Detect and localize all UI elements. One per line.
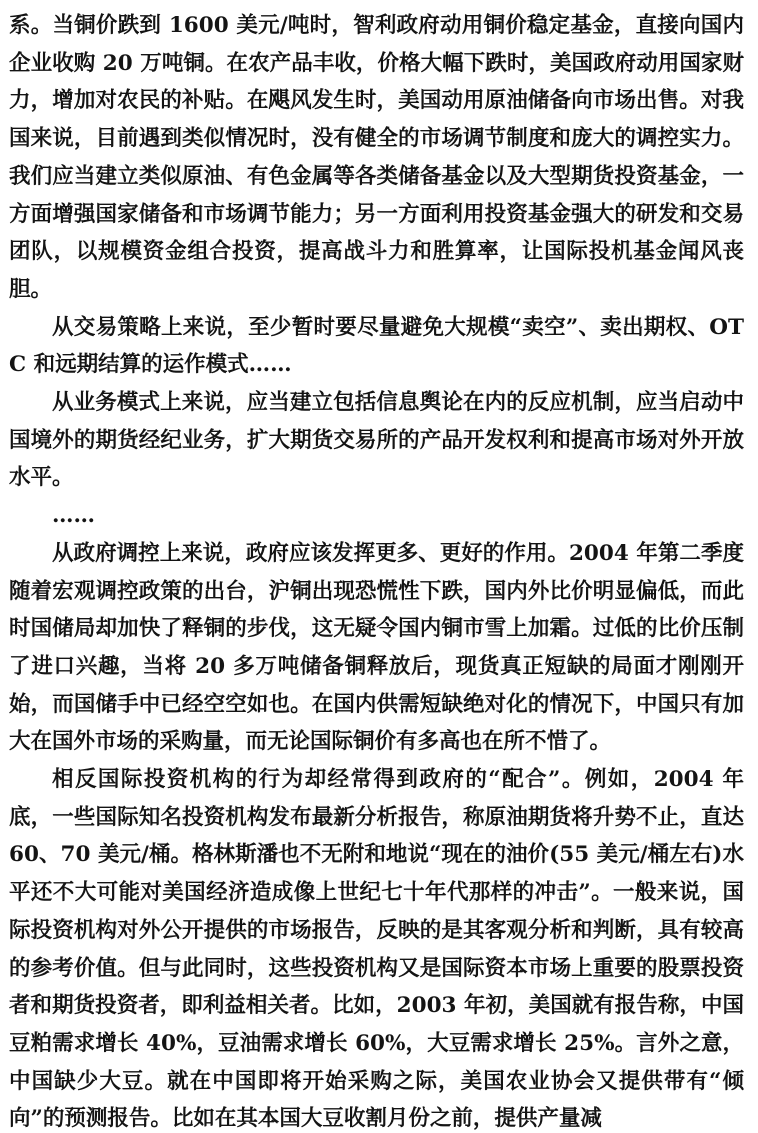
paragraph: 相反国际投资机构的行为却经常得到政府的“配合”。例如，2004 年底，一些国际知名投资机构发布最新分析报告，称原油期货将升势不止，直达 60、70 美元/桶。格林斯潘也不无附和地说“现在的油价(55 美元/桶左右)水平还不大可能对美国经济造成像上世纪七十年代那样的冲击”。一般来说，国际投资机构对外公开提供的市场报告，反映的是其客观分析和判断，具有较高的参考价值。但与此同时，这些投资机构又是国际资本市场上重要的股票投资者和期货投资者，即利益相关者。比如，2003 年初，美国就有报告称，中国豆粕需求增长 40%，豆油需求增长 60%，大豆需求增长 25%。言外之意，中国缺少大豆。就在中国即将开始采购之际，美国农业协会又提供带有“倾向”的预测报告。比如在其本国大豆收割月份之前，提供产量减 (9, 767, 744, 1132)
paragraph: 从业务模式上来说，应当建立包括信息舆论在内的反应机制，应当启动中国境外的期货经纪业务，扩大期货交易所的产品开发权利和提高市场对外开放水平。 (9, 390, 744, 491)
paragraph: 从交易策略上来说，至少暂时要尽量避免大规模“卖空”、卖出期权、OTC 和远期结算的运作模式…… (9, 314, 744, 378)
paragraph: 从政府调控上来说，政府应该发挥更多、更好的作用。2004 年第二季度随着宏观调控政策的出台，沪铜出现恐慌性下跌，国内外比价明显偏低，而此时国储局却加快了释铜的步伐，这无疑令国内铜市雪上加霜。过低的比价压制了进口兴趣，当将 20 多万吨储备铜释放后，现货真正短缺的局面才刚刚开始，而国储手中已经空空如也。在国内供需短缺绝对化的情况下，中国只有加大在国外市场的采购量，而无论国际铜价有多高也在所不惜了。 (9, 540, 744, 755)
paragraph: 系。当铜价跌到 1600 美元/吨时，智利政府动用铜价稳定基金，直接向国内企业收购 20 万吨铜。在农产品丰收，价格大幅下跌时，美国政府动用国家财力，增加对农民的补贴。在飓风发生时，美国动用原油储备向市场出售。对我国来说，目前遇到类似情况时，没有健全的市场调节制度和庞大的调控实力。我们应当建立类似原油、有色金属等各类储备基金以及大型期货投资基金，一方面增强国家储备和市场调节能力；另一方面利用投资基金强大的研发和交易团队，以规模资金组合投资，提高战斗力和胜算率，让国际投机基金闻风丧胆。 (9, 13, 744, 302)
paragraph: …… (52, 503, 95, 529)
page-text (9, 7, 744, 1133)
